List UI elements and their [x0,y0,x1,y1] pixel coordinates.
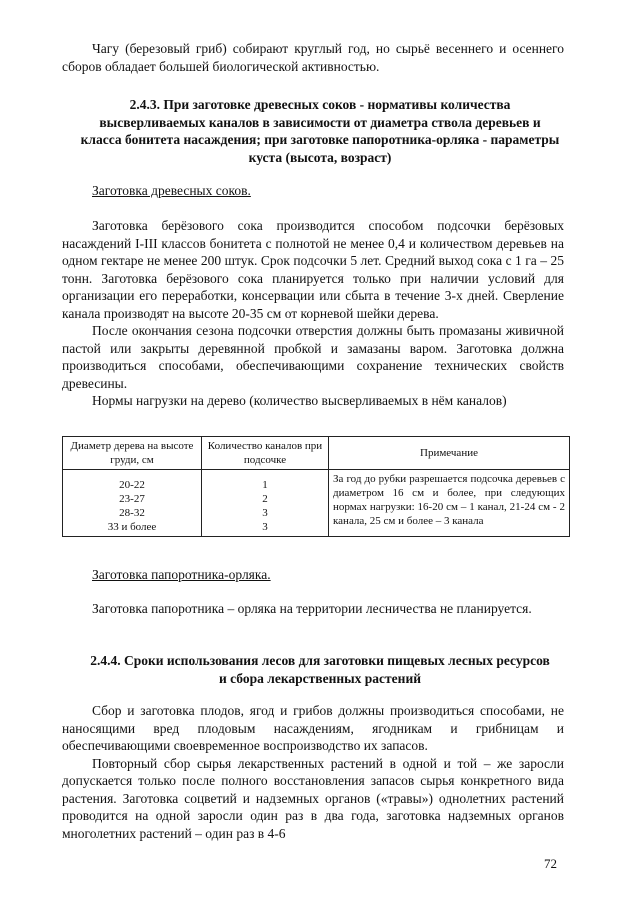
fern-subheading: Заготовка папоротника-орляка. [92,567,271,582]
section-243-heading-block [80,96,560,166]
fern-paragraph-block [62,600,564,618]
channels-value: 2 [262,493,268,505]
channels-cell [202,470,329,537]
channels-value: 1 [262,479,268,491]
diameter-value: 23-27 [119,493,145,505]
load-norms-table [62,436,570,537]
sap-subheading: Заготовка древесных соков. [92,183,251,198]
section-244-paragraph-2: Повторный сбор сырья лекарственных растений в одной и той – же заросли допускается только после полного восстановления запасов сырья конкретного вида растения. Заготовка соцветий и надземных органов («травы») однолетних растений проводится на одной заросли один раз в два года, заготовка надземных органов многолетних растений – один раз в 4-6 [62,755,564,841]
note-cell: За год до рубки разрешается подсочка деревьев с диаметром 16 см и более, при следующих нормах нагрузки: 16-20 см – 1 канал, 21-24 см - 2 канала, 25 см и более – 3 канала [329,470,570,537]
diameter-value: 20-22 [119,479,145,491]
diameter-value: 28-32 [119,507,145,519]
table-header-diameter: Диаметр дерева на высоте груди, см [63,437,202,470]
table-header-channels: Количество каналов при подсочке [202,437,329,470]
channels-value: 3 [262,521,268,533]
sap-paragraphs [62,217,564,410]
sap-paragraph-2: После окончания сезона подсочки отверстия должны быть промазаны живичной пастой или закрыты деревянной пробкой и замазаны варом. Заготовка должна производиться способами, обеспечивающими сохранение технических свойств древесины. [62,323,564,391]
channels-value: 3 [262,507,268,519]
sap-subhead-block [62,182,564,200]
sap-paragraph-1: Заготовка берёзового сока производится способом подсочки берёзовых насаждений I-III классов бонитета с полнотой не менее 0,4 и количеством деревьев на одном гектаре не менее 200 штук. Срок подсочки 5 лет. Средний выход сока с 1 га – 25 тонн. Заготовка берёзового сока планируется только при наличии условий для организации его переработки, консервации или сбыта в течение 3-х дней. Сверление канала производят на высоте 20-35 см от корневой шейки дерева. [62,218,564,321]
section-244-heading-block [86,652,554,687]
diameter-value: 33 и более [107,521,157,533]
table-header-note: Примечание [329,437,570,470]
fern-subhead-block [62,566,564,584]
table-caption: Нормы нагрузки на дерево (количество высверливаемых в нём каналов) [92,393,507,408]
section-244-heading: 2.4.4. Сроки использования лесов для заготовки пищевых лесных ресурсов и сбора лекарственных растений [90,653,550,686]
table-row [63,470,570,537]
fern-paragraph: Заготовка папоротника – орляка на территории лесничества не планируется. [92,601,532,616]
section-244-paragraphs [62,702,564,842]
intro-paragraph: Чагу (березовый гриб) собирают круглый год, но сырьё весеннего и осеннего сборов обладает большей биологической активностью. [62,41,564,74]
section-243-heading: 2.4.3. При заготовке древесных соков - нормативы количества высверливаемых каналов в зависимости от диаметра ствола деревьев и класса бонитета насаждения; при заготовке папоротника-орляка - параметры куста (высота, возраст) [80,97,560,165]
diameter-cell [63,470,202,537]
page-number: 72 [544,856,557,871]
section-244-paragraph-1: Сбор и заготовка плодов, ягод и грибов должны производиться способами, не наносящими вред плодовым насаждениям, ягодникам и грибницам и обеспечивающими своевременное воспроизводство их запасов. [62,703,564,753]
table-header-row [63,437,570,470]
intro-block [62,40,564,75]
